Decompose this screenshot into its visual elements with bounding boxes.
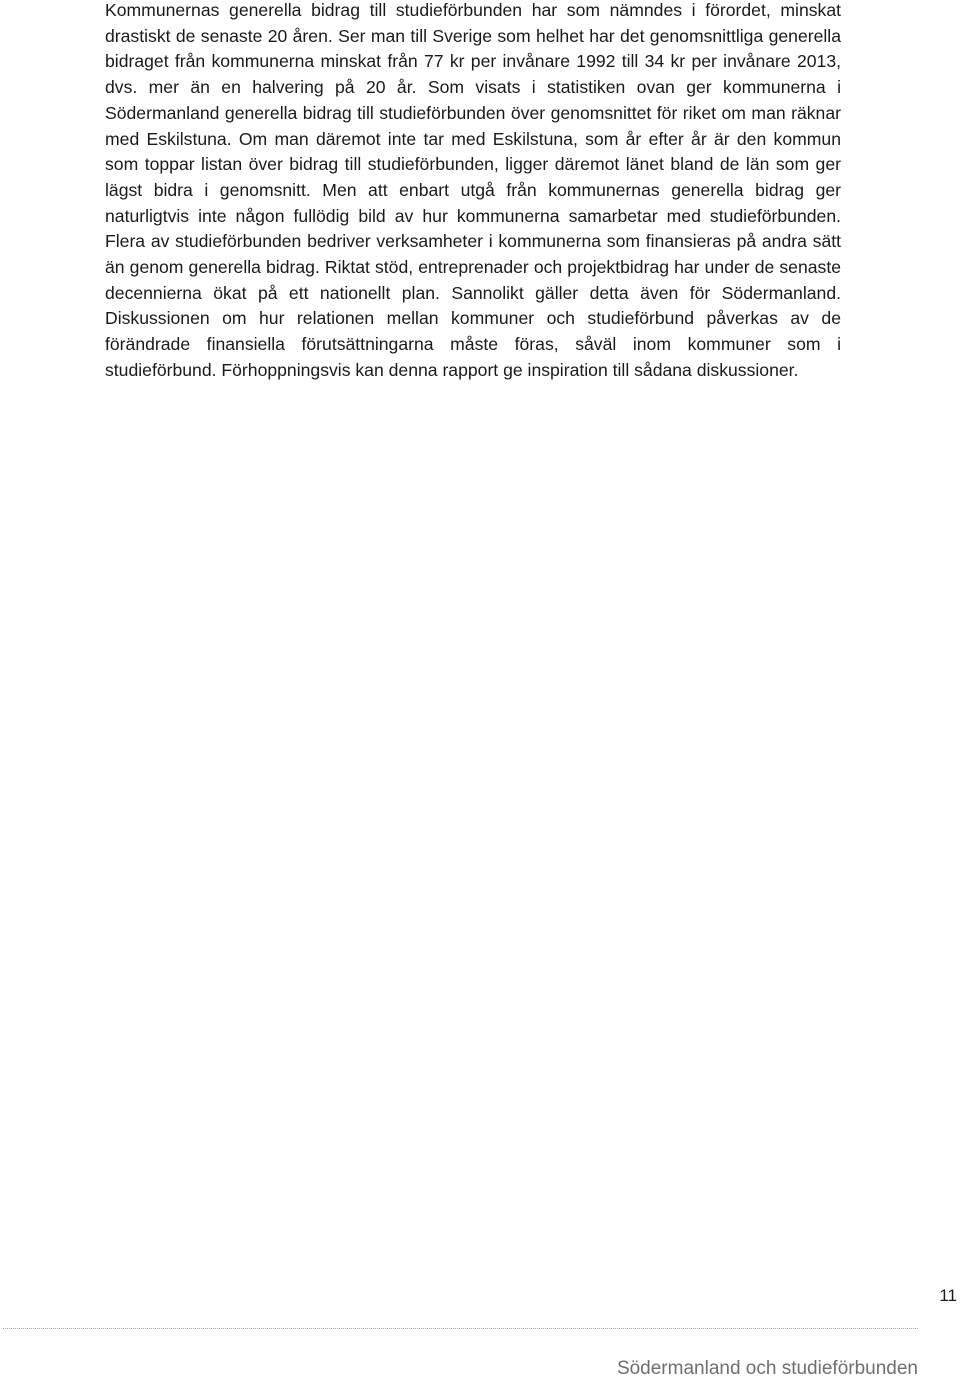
footer-divider — [3, 1328, 918, 1329]
footer-title: Södermanland och studieförbunden — [616, 1358, 918, 1379]
page-number: 11 — [939, 1286, 957, 1305]
body-paragraph: Kommunernas generella bidrag till studieförbunden har som nämndes i förordet, minskat drastiskt de senaste 20 åren. Ser man till Sverige som helhet har det genomsnittliga generella bidraget från kommunerna minskat från 77 kr per invånare 1992 till 34 kr per invånare 2013, dvs. mer än en halvering på 20 år. Som visats i statistiken ovan ger kommunerna i Södermanland generella bidrag till studieförbunden över genomsnittet för riket om man räknar med Eskilstuna. Om man däremot inte tar med Eskilstuna, som år efter år är den kommun som toppar listan över bidrag till studieförbunden, ligger däremot länet bland de län som ger lägst bidra i genomsnitt. Men att enbart utgå från kommunernas generella bidrag ger naturligtvis inte någon fullödig bild av hur kommunerna samarbetar med studieförbunden. Flera av studieförbunden bedriver verksamheter i kommunerna som finansieras på andra sätt än genom generella bidrag. Riktat stöd, entreprenader och projektbidrag har under de senaste decennierna ökat på ett nationellt plan. Sannolikt gäller detta även för Södermanland. Diskussionen om hur relationen mellan kommuner och studieförbund påverkas av de förändrade finansiella förutsättningarna måste föras, såväl inom kommuner som i studieförbund. Förhoppningsvis kan denna rapport ge inspiration till sådana diskussioner. — [105, 0, 841, 380]
